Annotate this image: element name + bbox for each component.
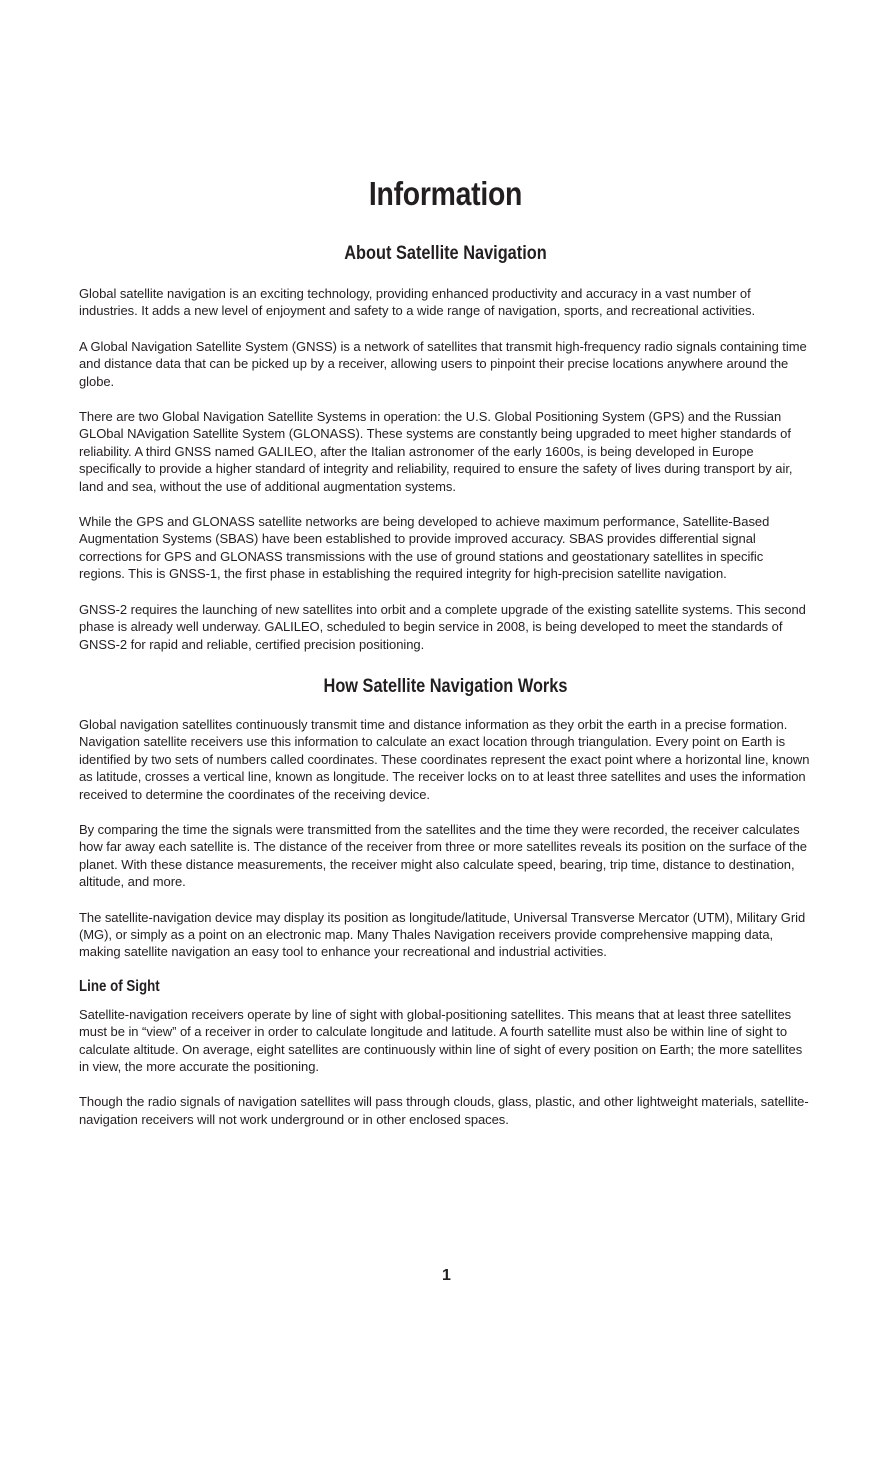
paragraph: Global satellite navigation is an exciting technology, providing enhanced productivity and accuracy in a vast number of industries. It adds a new level of enjoyment and safety to a wide range of navigation, sports, and recreational activities. — [79, 286, 756, 319]
paragraph: While the GPS and GLONASS satellite networks are being developed to achieve maximum performance, Satellite-Based Augmentation Systems (SBAS) have been established to provide improved accuracy. SBAS provides differential signal corrections for GPS and GLONASS transmissions with the use of ground stations and geostationary satellites in specific regions. This is GNSS-1, the first phase in establishing the required integrity for high-precision satellite navigation. — [79, 514, 770, 582]
paragraph: Though the radio signals of navigation satellites will pass through clouds, glass, plastic, and other lightweight materials, satellite-navigation receivers will not work underground or in other enclosed spaces. — [79, 1094, 809, 1127]
section-heading-how-it-works: How Satellite Navigation Works — [323, 675, 568, 697]
paragraph: GNSS-2 requires the launching of new satellites into orbit and a complete upgrade of the existing satellite systems. This second phase is already well underway. GALILEO, scheduled to begin service in 2008, is being developed to meet the standards of GNSS-2 for rapid and reliable, certified precision positioning. — [79, 601, 806, 652]
page-title: Information — [368, 175, 523, 212]
paragraph: There are two Global Navigation Satellite Systems in operation: the U.S. Global Positioning System (GPS) and the Russian GLObal NAvigation Satellite System (GLONASS). These systems are constantly being upgraded to meet higher standards of reliability. A third GNSS named GALILEO, after the Italian astronomer of the early 1600s, is being developed in Europe specifically to provide a higher standard of integrity and reliability, required to ensure the safety of lives during transport by air, land and sea, without the use of additional augmentation systems. — [79, 409, 793, 494]
paragraph: The satellite-navigation device may display its position as longitude/latitude, Universal Transverse Mercator (UTM), Military Grid (MG), or simply as a point on an electronic map. Many Thales Navigation receivers provide comprehensive mapping data, making satellite navigation an easy tool to enhance your recreational and industrial activities. — [79, 909, 806, 960]
paragraph: By comparing the time the signals were transmitted from the satellites and the time they were recorded, the receiver calculates how far away each satellite is. The distance of the receiver from three or more satellites reveals its position on the surface of the planet. With these distance measurements, the receiver might also calculate speed, bearing, trip time, distance to destination, altitude, and more. — [79, 821, 807, 890]
paragraph: Satellite-navigation receivers operate by line of sight with global-positioning satellites. This means that at least three satellites must be in “view” of a receiver in order to calculate longitude and latitude. A fourth satellite must also be within line of sight to calculate altitude. On average, eight satellites are continuously within line of sight of every position on Earth; the more satellites in view, the more accurate the positioning. — [79, 1006, 803, 1074]
paragraph: Global navigation satellites continuously transmit time and distance information as they orbit the earth in a precise formation. Navigation satellite receivers use this information to calculate an exact location through triangulation. Every point on Earth is identified by two sets of numbers called coordinates. These coordinates represent the exact point where a horizontal line, known as latitude, crosses a vertical line, known as longitude. The receiver locks on to at least three satellites and uses the information received to determine the coordinates of the receiving device. — [79, 716, 810, 802]
section-heading-about: About Satellite Navigation — [344, 243, 547, 264]
document-page — [79, 172, 812, 1128]
page-number: 1 — [442, 1267, 451, 1284]
sub-heading-line-of-sight: Line of Sight — [79, 977, 160, 995]
paragraph: A Global Navigation Satellite System (GNSS) is a network of satellites that transmit high-frequency radio signals containing time and distance data that can be picked up by a receiver, allowing users to pinpoint their precise locations anywhere around the globe. — [79, 338, 807, 389]
